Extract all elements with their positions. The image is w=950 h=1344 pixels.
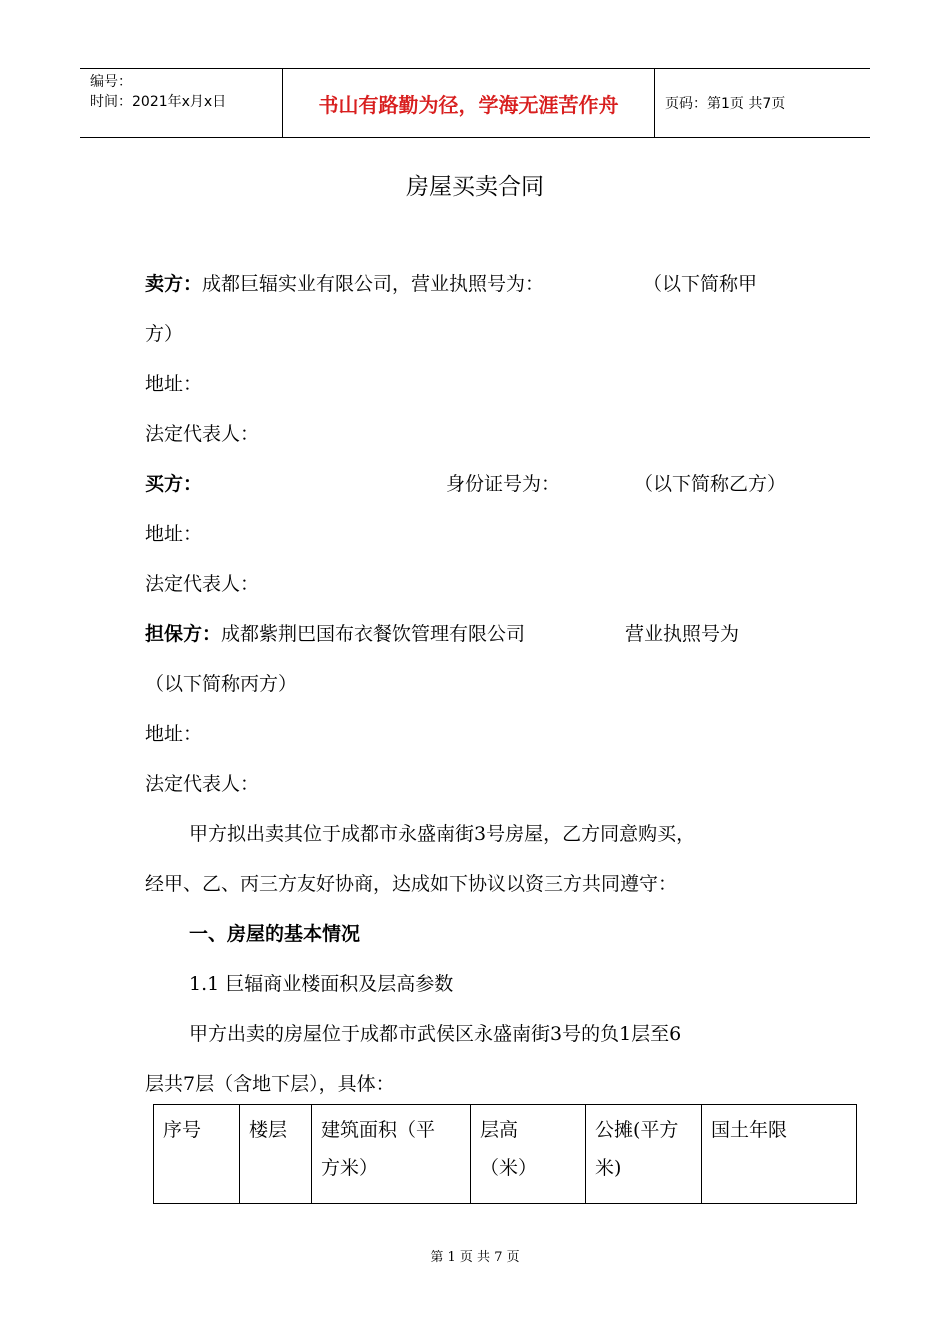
- section-heading-1: 一、房屋的基本情况: [189, 923, 361, 945]
- table-header-cell: 序号: [154, 1105, 240, 1204]
- guarantor-label: 担保方：: [145, 623, 222, 645]
- buyer-address-label: 地址：: [145, 523, 203, 545]
- seller-alias: （以下简称甲: [643, 273, 758, 295]
- buyer-label: 买方：: [145, 473, 203, 495]
- guarantor-address-label: 地址：: [145, 723, 203, 745]
- header-page-info: 页码：第1页 共7页: [665, 96, 786, 112]
- document-title: 房屋买卖合同: [406, 174, 544, 200]
- table-header-cell: 国土年限: [702, 1105, 857, 1204]
- subsection-heading-1-1: 1.1 巨辐商业楼面积及层高参数: [189, 973, 454, 995]
- table-header-cell: 楼层: [240, 1105, 312, 1204]
- seller-alias-cont: 方）: [145, 323, 184, 345]
- table-header-cell: 建筑面积（平 方米）: [312, 1105, 471, 1204]
- seller-label: 卖方：: [145, 273, 203, 295]
- document-number-label: 编号：: [90, 74, 132, 90]
- floor-parameters-table: [153, 1104, 857, 1204]
- page-footer: 第 1 页 共 7 页: [430, 1250, 520, 1265]
- seller-address-label: 地址：: [145, 373, 203, 395]
- guarantor-alias: （以下简称丙方）: [145, 673, 298, 695]
- guarantor-rep-label: 法定代表人：: [145, 773, 260, 795]
- paragraph-1-line-2: 经甲、乙、丙三方友好协商，达成如下协议以资三方共同遵守：: [145, 873, 678, 895]
- table-header-cell: 公摊(平方 米): [586, 1105, 702, 1204]
- guarantor-text: 成都紫荆巴国布衣餐饮管理有限公司: [221, 623, 526, 645]
- guarantor-license: 营业执照号为: [625, 623, 740, 645]
- buyer-id-label: 身份证号为：: [446, 473, 561, 495]
- paragraph-2-line-2: 层共7层（含地下层），具体：: [145, 1073, 395, 1095]
- buyer-alias: （以下简称乙方）: [634, 473, 787, 495]
- paragraph-2-line-1: 甲方出卖的房屋位于成都市武侯区永盛南街3号的负1层至6: [189, 1023, 682, 1045]
- seller-text: 成都巨辐实业有限公司，营业执照号为：: [202, 273, 545, 295]
- paragraph-1-line-1: 甲方拟出卖其位于成都市永盛南街3号房屋，乙方同意购买，: [189, 823, 696, 845]
- guarantor-line: [145, 621, 525, 647]
- table-header-cell: 层高 （米）: [471, 1105, 586, 1204]
- header-motto: 书山有路勤为径，学海无涯苦作舟: [282, 69, 655, 137]
- header-meta: [80, 69, 282, 137]
- document-time-label: 时间：2021年x月x日: [90, 94, 227, 110]
- seller-rep-label: 法定代表人：: [145, 423, 260, 445]
- page-header: [80, 68, 870, 138]
- buyer-rep-label: 法定代表人：: [145, 573, 260, 595]
- seller-line: [145, 271, 544, 297]
- table-header-row: [154, 1105, 857, 1204]
